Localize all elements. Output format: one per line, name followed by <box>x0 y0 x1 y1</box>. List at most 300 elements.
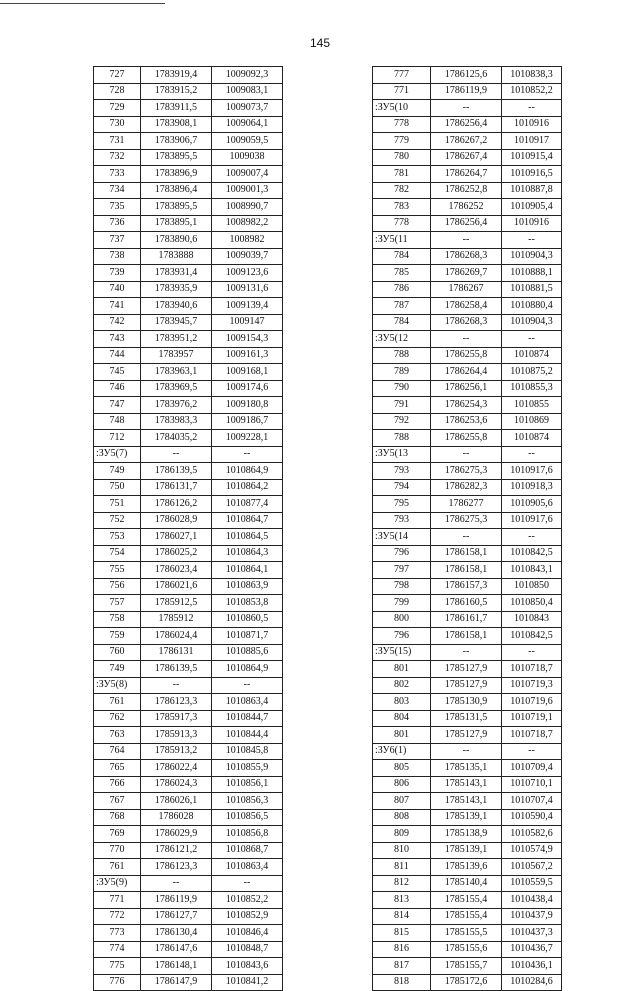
point-number-cell: 727 <box>94 67 141 84</box>
point-number-cell: 818 <box>373 974 431 991</box>
x-coordinate-cell: 1786131,7 <box>141 479 212 496</box>
table-row <box>373 248 562 265</box>
coordinates-table-left <box>93 66 283 991</box>
x-coordinate-cell: 1783895,1 <box>141 215 212 232</box>
table-row <box>94 809 283 826</box>
y-coordinate-cell: 1009123,6 <box>212 265 283 282</box>
x-coordinate-cell: 1786147,6 <box>141 941 212 958</box>
y-coordinate-cell: 1010881,5 <box>502 281 562 298</box>
x-coordinate-cell: 1786024,3 <box>141 776 212 793</box>
table-row <box>373 677 562 694</box>
y-coordinate-cell: 1009186,7 <box>212 413 283 430</box>
y-coordinate-cell: 1010863,9 <box>212 578 283 595</box>
x-coordinate-cell: 1783896,4 <box>141 182 212 199</box>
y-coordinate-cell: 1010856,5 <box>212 809 283 826</box>
point-number-cell: 810 <box>373 842 431 859</box>
table-row <box>94 364 283 381</box>
y-coordinate-cell: 1010438,4 <box>502 892 562 909</box>
y-coordinate-cell: 1010841,2 <box>212 974 283 991</box>
table-row <box>373 743 562 760</box>
x-coordinate-cell: 1786158,1 <box>431 628 502 645</box>
table-row <box>94 776 283 793</box>
table-row <box>94 628 283 645</box>
table-row <box>94 182 283 199</box>
table-row <box>373 479 562 496</box>
x-coordinate-cell: 1786160,5 <box>431 595 502 612</box>
y-coordinate-cell: -- <box>502 644 562 661</box>
point-number-cell: 752 <box>94 512 141 529</box>
point-number-cell: 730 <box>94 116 141 133</box>
x-coordinate-cell: 1786268,3 <box>431 248 502 265</box>
table-row <box>373 875 562 892</box>
table-row <box>94 925 283 942</box>
x-coordinate-cell: 1786157,3 <box>431 578 502 595</box>
x-coordinate-cell: 1785127,9 <box>431 677 502 694</box>
y-coordinate-cell: 1010719,1 <box>502 710 562 727</box>
x-coordinate-cell: 1786131 <box>141 644 212 661</box>
point-number-cell: 795 <box>373 496 431 513</box>
x-coordinate-cell: 1785172,6 <box>431 974 502 991</box>
table-row <box>94 512 283 529</box>
y-coordinate-cell: 1010916 <box>502 116 562 133</box>
x-coordinate-cell: 1785140,4 <box>431 875 502 892</box>
x-coordinate-cell: 1786028,9 <box>141 512 212 529</box>
point-number-cell: 787 <box>373 298 431 315</box>
table-row <box>94 100 283 117</box>
point-number-cell: 792 <box>373 413 431 430</box>
y-coordinate-cell: 1009154,3 <box>212 331 283 348</box>
y-coordinate-cell: 1010719,3 <box>502 677 562 694</box>
y-coordinate-cell: 1010844,4 <box>212 727 283 744</box>
y-coordinate-cell: 1009059,5 <box>212 133 283 150</box>
point-number-cell: 808 <box>373 809 431 826</box>
x-coordinate-cell: 1785138,9 <box>431 826 502 843</box>
point-number-cell: 765 <box>94 760 141 777</box>
point-number-cell: 796 <box>373 628 431 645</box>
y-coordinate-cell: 1009174,6 <box>212 380 283 397</box>
table-row <box>373 727 562 744</box>
table-row <box>373 941 562 958</box>
x-coordinate-cell: 1786277 <box>431 496 502 513</box>
table-row <box>94 908 283 925</box>
table-row <box>94 133 283 150</box>
point-number-cell: :ЗУ5(11 <box>373 232 431 249</box>
x-coordinate-cell: 1786256,4 <box>431 215 502 232</box>
y-coordinate-cell: 1009001,3 <box>212 182 283 199</box>
point-number-cell: 761 <box>94 859 141 876</box>
x-coordinate-cell: 1786123,3 <box>141 859 212 876</box>
point-number-cell: 817 <box>373 958 431 975</box>
table-row <box>373 776 562 793</box>
point-number-cell: 803 <box>373 694 431 711</box>
table-row <box>373 644 562 661</box>
table-row <box>373 166 562 183</box>
point-number-cell: 778 <box>373 116 431 133</box>
point-number-cell: 797 <box>373 562 431 579</box>
y-coordinate-cell: 1010284,6 <box>502 974 562 991</box>
table-row <box>373 793 562 810</box>
x-coordinate-cell: 1786126,2 <box>141 496 212 513</box>
x-coordinate-cell: 1783915,2 <box>141 83 212 100</box>
x-coordinate-cell: 1785912,5 <box>141 595 212 612</box>
y-coordinate-cell: 1008990,7 <box>212 199 283 216</box>
table-row <box>373 512 562 529</box>
table-row <box>94 826 283 843</box>
x-coordinate-cell: 1786275,3 <box>431 463 502 480</box>
y-coordinate-cell: 1009038 <box>212 149 283 166</box>
x-coordinate-cell: 1786255,8 <box>431 347 502 364</box>
table-row <box>94 67 283 84</box>
point-number-cell: 786 <box>373 281 431 298</box>
x-coordinate-cell: 1783895,5 <box>141 199 212 216</box>
table-row <box>94 941 283 958</box>
point-number-cell: 791 <box>373 397 431 414</box>
table-row <box>373 380 562 397</box>
x-coordinate-cell: 1786023,4 <box>141 562 212 579</box>
point-number-cell: 780 <box>373 149 431 166</box>
x-coordinate-cell: 1783963,1 <box>141 364 212 381</box>
x-coordinate-cell: 1783895,5 <box>141 149 212 166</box>
y-coordinate-cell: 1010916,5 <box>502 166 562 183</box>
y-coordinate-cell: 1010868,7 <box>212 842 283 859</box>
point-number-cell: 784 <box>373 314 431 331</box>
point-number-cell: 735 <box>94 199 141 216</box>
point-number-cell: 766 <box>94 776 141 793</box>
y-coordinate-cell: 1010885,6 <box>212 644 283 661</box>
y-coordinate-cell: 1010843 <box>502 611 562 628</box>
x-coordinate-cell: 1786255,8 <box>431 430 502 447</box>
point-number-cell: 760 <box>94 644 141 661</box>
y-coordinate-cell: 1010864,9 <box>212 463 283 480</box>
table-row <box>373 413 562 430</box>
y-coordinate-cell: 1010871,7 <box>212 628 283 645</box>
y-coordinate-cell: 1010904,3 <box>502 248 562 265</box>
y-coordinate-cell: 1008982 <box>212 232 283 249</box>
table-row <box>94 347 283 364</box>
table-row <box>373 595 562 612</box>
x-coordinate-cell: -- <box>141 677 212 694</box>
point-number-cell: :ЗУ5(7) <box>94 446 141 463</box>
x-coordinate-cell: 1786148,1 <box>141 958 212 975</box>
y-coordinate-cell: 1009139,4 <box>212 298 283 315</box>
x-coordinate-cell: 1786139,5 <box>141 463 212 480</box>
table-row <box>94 578 283 595</box>
y-coordinate-cell: 1010864,5 <box>212 529 283 546</box>
point-number-cell: 749 <box>94 661 141 678</box>
point-number-cell: :ЗУ6(1) <box>373 743 431 760</box>
y-coordinate-cell: 1010874 <box>502 347 562 364</box>
y-coordinate-cell: 1009168,1 <box>212 364 283 381</box>
point-number-cell: 743 <box>94 331 141 348</box>
table-row <box>94 562 283 579</box>
table-row <box>94 331 283 348</box>
y-coordinate-cell: 1009007,4 <box>212 166 283 183</box>
point-number-cell: 737 <box>94 232 141 249</box>
point-number-cell: 801 <box>373 661 431 678</box>
y-coordinate-cell: 1009228,1 <box>212 430 283 447</box>
table-row <box>94 727 283 744</box>
point-number-cell: 768 <box>94 809 141 826</box>
x-coordinate-cell: 1785127,9 <box>431 727 502 744</box>
point-number-cell: 800 <box>373 611 431 628</box>
point-number-cell: 749 <box>94 463 141 480</box>
point-number-cell: 729 <box>94 100 141 117</box>
table-row <box>373 974 562 991</box>
point-number-cell: 750 <box>94 479 141 496</box>
point-number-cell: 745 <box>94 364 141 381</box>
point-number-cell: 742 <box>94 314 141 331</box>
y-coordinate-cell: -- <box>502 331 562 348</box>
y-coordinate-cell: 1010842,5 <box>502 628 562 645</box>
x-coordinate-cell: 1785912 <box>141 611 212 628</box>
y-coordinate-cell: 1008982,2 <box>212 215 283 232</box>
point-number-cell: 746 <box>94 380 141 397</box>
point-number-cell: 781 <box>373 166 431 183</box>
table-row <box>94 958 283 975</box>
point-number-cell: 740 <box>94 281 141 298</box>
y-coordinate-cell: 1010917 <box>502 133 562 150</box>
y-coordinate-cell: 1010437,9 <box>502 908 562 925</box>
page-number: 145 <box>309 36 331 50</box>
point-number-cell: :ЗУ5(12 <box>373 331 431 348</box>
table-row <box>373 281 562 298</box>
x-coordinate-cell: 1786158,1 <box>431 545 502 562</box>
table-row <box>94 875 283 892</box>
point-number-cell: 788 <box>373 430 431 447</box>
point-number-cell: 802 <box>373 677 431 694</box>
table-row <box>373 199 562 216</box>
y-coordinate-cell: 1010856,8 <box>212 826 283 843</box>
point-number-cell: 762 <box>94 710 141 727</box>
y-coordinate-cell: 1010437,3 <box>502 925 562 942</box>
x-coordinate-cell: 1783919,4 <box>141 67 212 84</box>
point-number-cell: 809 <box>373 826 431 843</box>
y-coordinate-cell: -- <box>502 232 562 249</box>
point-number-cell: 777 <box>373 67 431 84</box>
table-row <box>373 578 562 595</box>
x-coordinate-cell: 1786125,6 <box>431 67 502 84</box>
point-number-cell: :ЗУ5(8) <box>94 677 141 694</box>
point-number-cell: 790 <box>373 380 431 397</box>
table-row <box>94 314 283 331</box>
point-number-cell: 772 <box>94 908 141 925</box>
table-row <box>94 281 283 298</box>
point-number-cell: 761 <box>94 694 141 711</box>
table-row <box>373 545 562 562</box>
y-coordinate-cell: 1010855 <box>502 397 562 414</box>
point-number-cell: 764 <box>94 743 141 760</box>
x-coordinate-cell: 1786268,3 <box>431 314 502 331</box>
x-coordinate-cell: 1786252,8 <box>431 182 502 199</box>
y-coordinate-cell: 1010853,8 <box>212 595 283 612</box>
x-coordinate-cell: -- <box>431 446 502 463</box>
point-number-cell: 804 <box>373 710 431 727</box>
x-coordinate-cell: 1785913,3 <box>141 727 212 744</box>
table-row <box>373 331 562 348</box>
x-coordinate-cell: 1786022,4 <box>141 760 212 777</box>
table-row <box>373 364 562 381</box>
x-coordinate-cell: 1786147,9 <box>141 974 212 991</box>
y-coordinate-cell: 1010915,4 <box>502 149 562 166</box>
point-number-cell: 732 <box>94 149 141 166</box>
table-row <box>94 677 283 694</box>
x-coordinate-cell: 1786256,4 <box>431 116 502 133</box>
x-coordinate-cell: 1785155,4 <box>431 892 502 909</box>
point-number-cell: 774 <box>94 941 141 958</box>
table-row <box>94 595 283 612</box>
table-row <box>373 908 562 925</box>
y-coordinate-cell: 1010842,5 <box>502 545 562 562</box>
y-coordinate-cell: 1009147 <box>212 314 283 331</box>
y-coordinate-cell: 1010864,3 <box>212 545 283 562</box>
y-coordinate-cell: 1010917,6 <box>502 463 562 480</box>
y-coordinate-cell: 1010860,5 <box>212 611 283 628</box>
table-row <box>94 430 283 447</box>
x-coordinate-cell: 1783890,6 <box>141 232 212 249</box>
point-number-cell: 767 <box>94 793 141 810</box>
y-coordinate-cell: -- <box>212 446 283 463</box>
table-row <box>373 859 562 876</box>
table-row <box>373 958 562 975</box>
x-coordinate-cell: 1785155,5 <box>431 925 502 942</box>
point-number-cell: 812 <box>373 875 431 892</box>
y-coordinate-cell: -- <box>502 529 562 546</box>
y-coordinate-cell: 1010718,7 <box>502 727 562 744</box>
table-row <box>373 826 562 843</box>
point-number-cell: 815 <box>373 925 431 942</box>
x-coordinate-cell: 1786264,7 <box>431 166 502 183</box>
point-number-cell: 783 <box>373 199 431 216</box>
point-number-cell: 796 <box>373 545 431 562</box>
x-coordinate-cell: 1786139,5 <box>141 661 212 678</box>
x-coordinate-cell: 1786269,7 <box>431 265 502 282</box>
y-coordinate-cell: 1010843,1 <box>502 562 562 579</box>
table-row <box>373 83 562 100</box>
point-number-cell: 775 <box>94 958 141 975</box>
table-row <box>94 298 283 315</box>
y-coordinate-cell: 1010874 <box>502 430 562 447</box>
table-row <box>94 545 283 562</box>
point-number-cell: :ЗУ5(13 <box>373 446 431 463</box>
table-row <box>94 859 283 876</box>
x-coordinate-cell: 1785155,6 <box>431 941 502 958</box>
point-number-cell: 741 <box>94 298 141 315</box>
point-number-cell: 793 <box>373 512 431 529</box>
point-number-cell: :ЗУ5(15) <box>373 644 431 661</box>
table-row <box>373 430 562 447</box>
point-number-cell: 771 <box>94 892 141 909</box>
x-coordinate-cell: 1783911,5 <box>141 100 212 117</box>
y-coordinate-cell: 1010707,4 <box>502 793 562 810</box>
table-row <box>373 496 562 513</box>
point-number-cell: 728 <box>94 83 141 100</box>
x-coordinate-cell: 1786119,9 <box>141 892 212 909</box>
table-row <box>373 463 562 480</box>
x-coordinate-cell: 1783935,9 <box>141 281 212 298</box>
x-coordinate-cell: 1786158,1 <box>431 562 502 579</box>
x-coordinate-cell: 1785135,1 <box>431 760 502 777</box>
point-number-cell: 758 <box>94 611 141 628</box>
x-coordinate-cell: 1783976,2 <box>141 397 212 414</box>
y-coordinate-cell: 1010852,2 <box>502 83 562 100</box>
point-number-cell: 747 <box>94 397 141 414</box>
x-coordinate-cell: 1786254,3 <box>431 397 502 414</box>
x-coordinate-cell: 1786026,1 <box>141 793 212 810</box>
table-row <box>373 446 562 463</box>
y-coordinate-cell: 1010864,7 <box>212 512 283 529</box>
y-coordinate-cell: 1010567,2 <box>502 859 562 876</box>
point-number-cell: 763 <box>94 727 141 744</box>
x-coordinate-cell: 1783908,1 <box>141 116 212 133</box>
point-number-cell: 813 <box>373 892 431 909</box>
x-coordinate-cell: -- <box>431 743 502 760</box>
y-coordinate-cell: 1010863,4 <box>212 859 283 876</box>
x-coordinate-cell: 1783983,3 <box>141 413 212 430</box>
table-row <box>373 529 562 546</box>
y-coordinate-cell: 1010904,3 <box>502 314 562 331</box>
y-coordinate-cell: -- <box>212 875 283 892</box>
x-coordinate-cell: 1785155,4 <box>431 908 502 925</box>
point-number-cell: 753 <box>94 529 141 546</box>
x-coordinate-cell: 1785127,9 <box>431 661 502 678</box>
header-rule <box>0 3 165 4</box>
x-coordinate-cell: 1786119,9 <box>431 83 502 100</box>
x-coordinate-cell: 1783969,5 <box>141 380 212 397</box>
y-coordinate-cell: 1010574,9 <box>502 842 562 859</box>
y-coordinate-cell: 1009064,1 <box>212 116 283 133</box>
table-row <box>373 182 562 199</box>
x-coordinate-cell: 1785143,1 <box>431 776 502 793</box>
x-coordinate-cell: 1785139,6 <box>431 859 502 876</box>
x-coordinate-cell: 1783940,6 <box>141 298 212 315</box>
table-row <box>94 974 283 991</box>
table-row <box>94 743 283 760</box>
x-coordinate-cell: 1786028 <box>141 809 212 826</box>
table-row <box>94 248 283 265</box>
coordinates-table-right <box>372 66 562 991</box>
point-number-cell: 770 <box>94 842 141 859</box>
y-coordinate-cell: 1010436,1 <box>502 958 562 975</box>
y-coordinate-cell: 1010864,1 <box>212 562 283 579</box>
table-row <box>94 529 283 546</box>
table-row <box>373 611 562 628</box>
x-coordinate-cell: 1784035,2 <box>141 430 212 447</box>
table-row <box>94 232 283 249</box>
x-coordinate-cell: 1786267,4 <box>431 149 502 166</box>
y-coordinate-cell: 1010850,4 <box>502 595 562 612</box>
y-coordinate-cell: -- <box>212 677 283 694</box>
x-coordinate-cell: 1783906,7 <box>141 133 212 150</box>
point-number-cell: 816 <box>373 941 431 958</box>
y-coordinate-cell: 1010905,4 <box>502 199 562 216</box>
table-row <box>94 892 283 909</box>
point-number-cell: 712 <box>94 430 141 447</box>
table-row <box>373 628 562 645</box>
point-number-cell: 814 <box>373 908 431 925</box>
y-coordinate-cell: 1010916 <box>502 215 562 232</box>
point-number-cell: 755 <box>94 562 141 579</box>
table-row <box>373 562 562 579</box>
x-coordinate-cell: 1785913,2 <box>141 743 212 760</box>
x-coordinate-cell: 1783945,7 <box>141 314 212 331</box>
point-number-cell: 733 <box>94 166 141 183</box>
point-number-cell: 771 <box>373 83 431 100</box>
point-number-cell: 736 <box>94 215 141 232</box>
x-coordinate-cell: 1786130,4 <box>141 925 212 942</box>
y-coordinate-cell: 1010843,6 <box>212 958 283 975</box>
point-number-cell: 793 <box>373 463 431 480</box>
y-coordinate-cell: 1010905,6 <box>502 496 562 513</box>
